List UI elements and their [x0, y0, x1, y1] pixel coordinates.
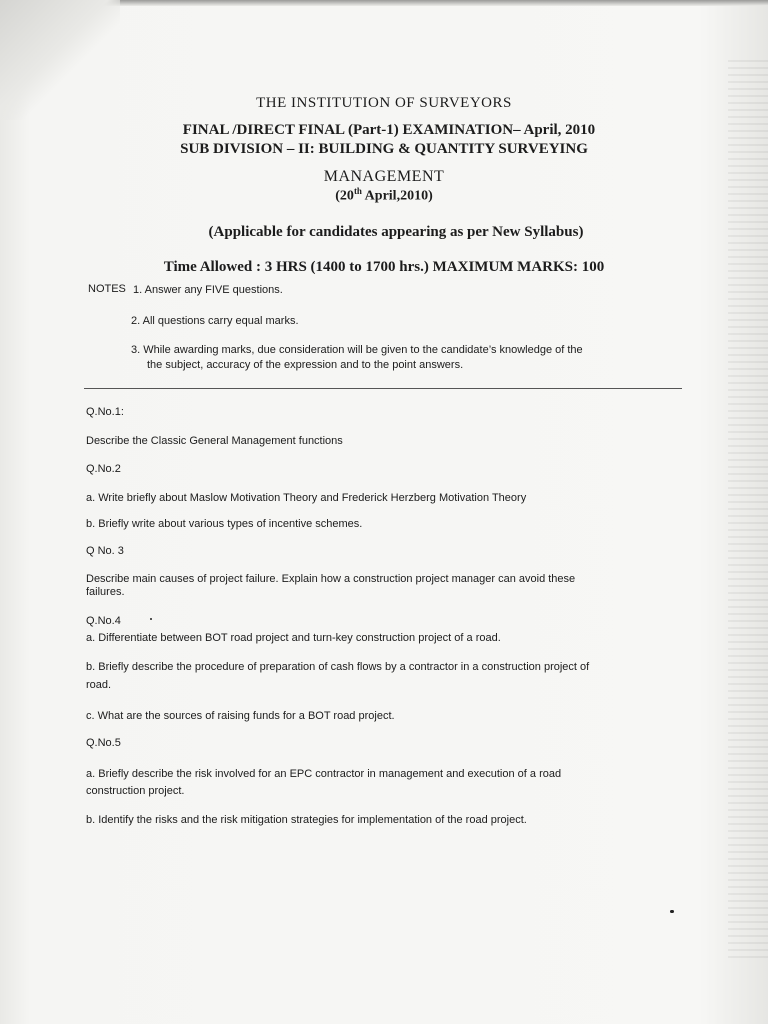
time-and-marks: Time Allowed : 3 HRS (1400 to 1700 hrs.) MAXIMUM MARKS: 100: [163, 259, 605, 275]
q5-a-1: a. Briefly describe the risk involved for an EPC contractor in management and execution of a road: [86, 768, 562, 780]
q4-a: a. Differentiate between BOT road project and turn-key construction project of a road.: [86, 632, 501, 644]
q2-b: b. Briefly write about various types of incentive schemes.: [86, 518, 363, 530]
ink-speck: [670, 910, 674, 913]
date-prefix: (20: [335, 188, 354, 204]
q3-text-2: failures.: [86, 586, 125, 598]
q5-label: Q.No.5: [86, 737, 121, 749]
q5-b: b. Identify the risks and the risk mitigation strategies for implementation of the road project.: [86, 814, 527, 826]
q3-label: Q No. 3: [86, 545, 124, 557]
q2-label: Q.No.2: [86, 463, 121, 475]
notes-label: NOTES: [88, 283, 126, 295]
note-3-line-2: the subject, accuracy of the expression and to the point answers.: [147, 359, 464, 371]
note-3-line-1: 3. While awarding marks, due consideration will be given to the candidate’s knowledge of the: [131, 344, 583, 356]
q4-label: Q.No.4: [86, 615, 121, 627]
q1-label: Q.No.1:: [86, 406, 124, 418]
date-sup: th: [353, 186, 362, 196]
note-3: [131, 343, 671, 373]
applicability-note: (Applicable for candidates appearing as per New Syllabus): [208, 224, 584, 240]
q1-text: Describe the Classic General Management functions: [86, 435, 343, 447]
q2-a: a. Write briefly about Maslow Motivation Theory and Frederick Herzberg Motivation Theory: [86, 492, 527, 504]
exam-title: FINAL /DIRECT FINAL (Part-1) EXAMINATION– April, 2010: [182, 122, 596, 138]
subject-title: MANAGEMENT: [323, 168, 445, 185]
q4-c: c. What are the sources of raising funds for a BOT road project.: [86, 710, 395, 722]
note-2: 2. All questions carry equal marks.: [131, 315, 299, 327]
q3-text-1: Describe main causes of project failure. Explain how a construction project manager can avoid these: [86, 573, 576, 585]
exam-date: [0, 186, 768, 205]
q4-b-1: b. Briefly describe the procedure of preparation of cash flows by a contractor in a construction project of: [86, 661, 590, 673]
note-1: 1. Answer any FIVE questions.: [133, 284, 283, 296]
institution-title: THE INSTITUTION OF SURVEYORS: [256, 95, 512, 111]
q4-b-2: road.: [86, 679, 112, 691]
ink-speck: [150, 618, 152, 620]
divider-line: [84, 388, 682, 389]
date-suffix: April,2010): [361, 188, 433, 204]
division-title: SUB DIVISION – II: BUILDING & QUANTITY SURVEYING: [180, 141, 588, 157]
q5-a-2: construction project.: [86, 785, 185, 797]
